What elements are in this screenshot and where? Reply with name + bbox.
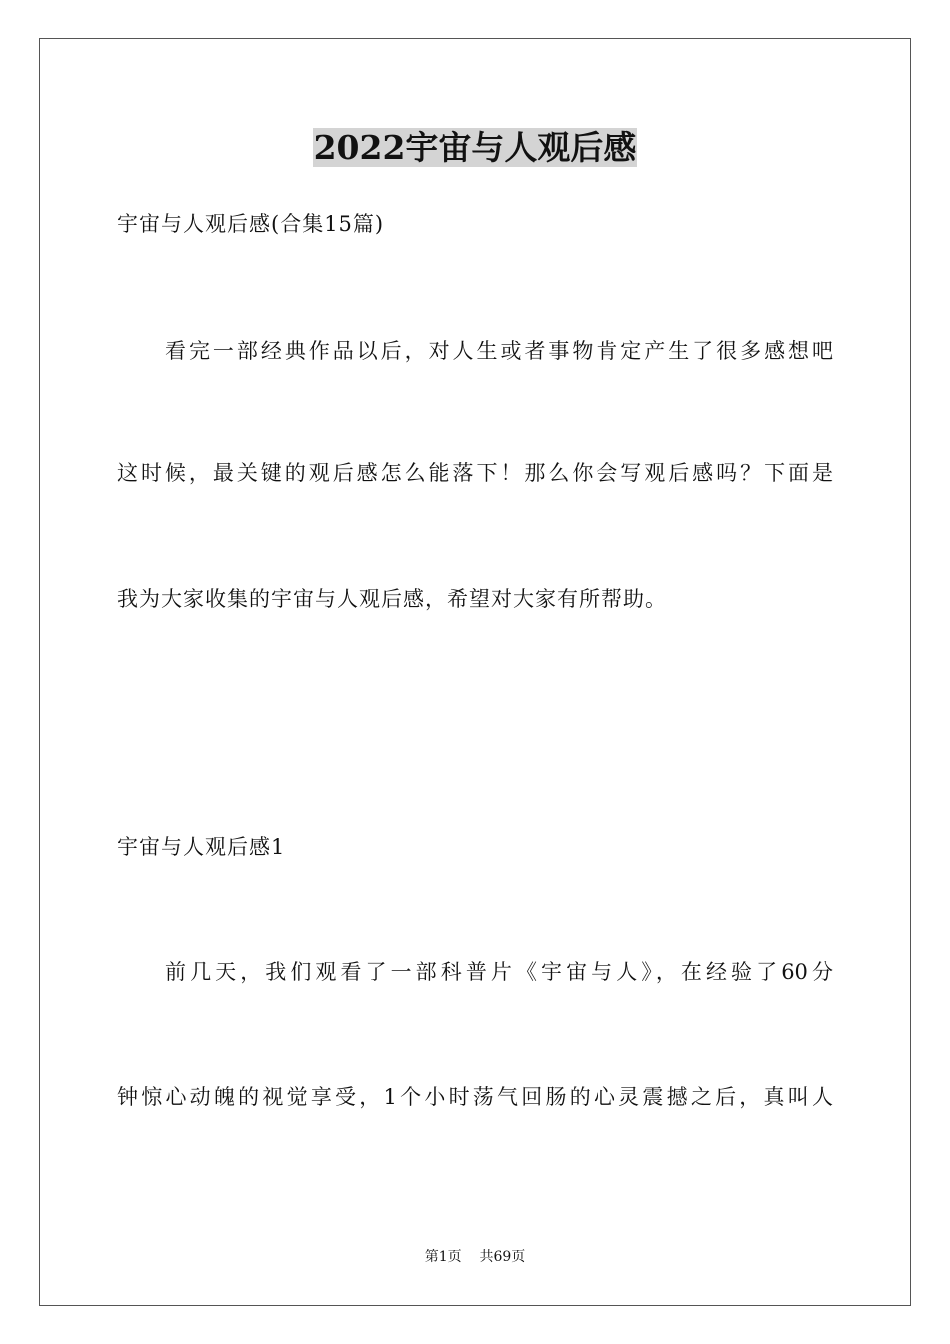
section-heading: 宇宙与人观后感1 [117, 835, 286, 859]
page-number-footer: 第1页 共69页 [424, 1249, 526, 1265]
document-title-text: 2022宇宙与人观后感 [313, 128, 637, 167]
paragraph-line: 看完一部经典作品以后，对人生或者事物肯定产生了很多感想吧 [165, 339, 833, 363]
paragraph-line: 我为大家收集的宇宙与人观后感，希望对大家有所帮助。 [117, 587, 667, 611]
document-subtitle: 宇宙与人观后感(合集15篇) [117, 212, 385, 236]
paragraph-line: 前几天，我们观看了一部科普片《宇宙与人》，在经验了60分 [165, 960, 833, 984]
paragraph-line: 钟惊心动魄的视觉享受，1个小时荡气回肠的心灵震撼之后，真叫人 [117, 1085, 833, 1109]
paragraph-line: 这时候，最关键的观后感怎么能落下！那么你会写观后感吗？下面是 [117, 461, 833, 485]
document-title [0, 126, 950, 170]
